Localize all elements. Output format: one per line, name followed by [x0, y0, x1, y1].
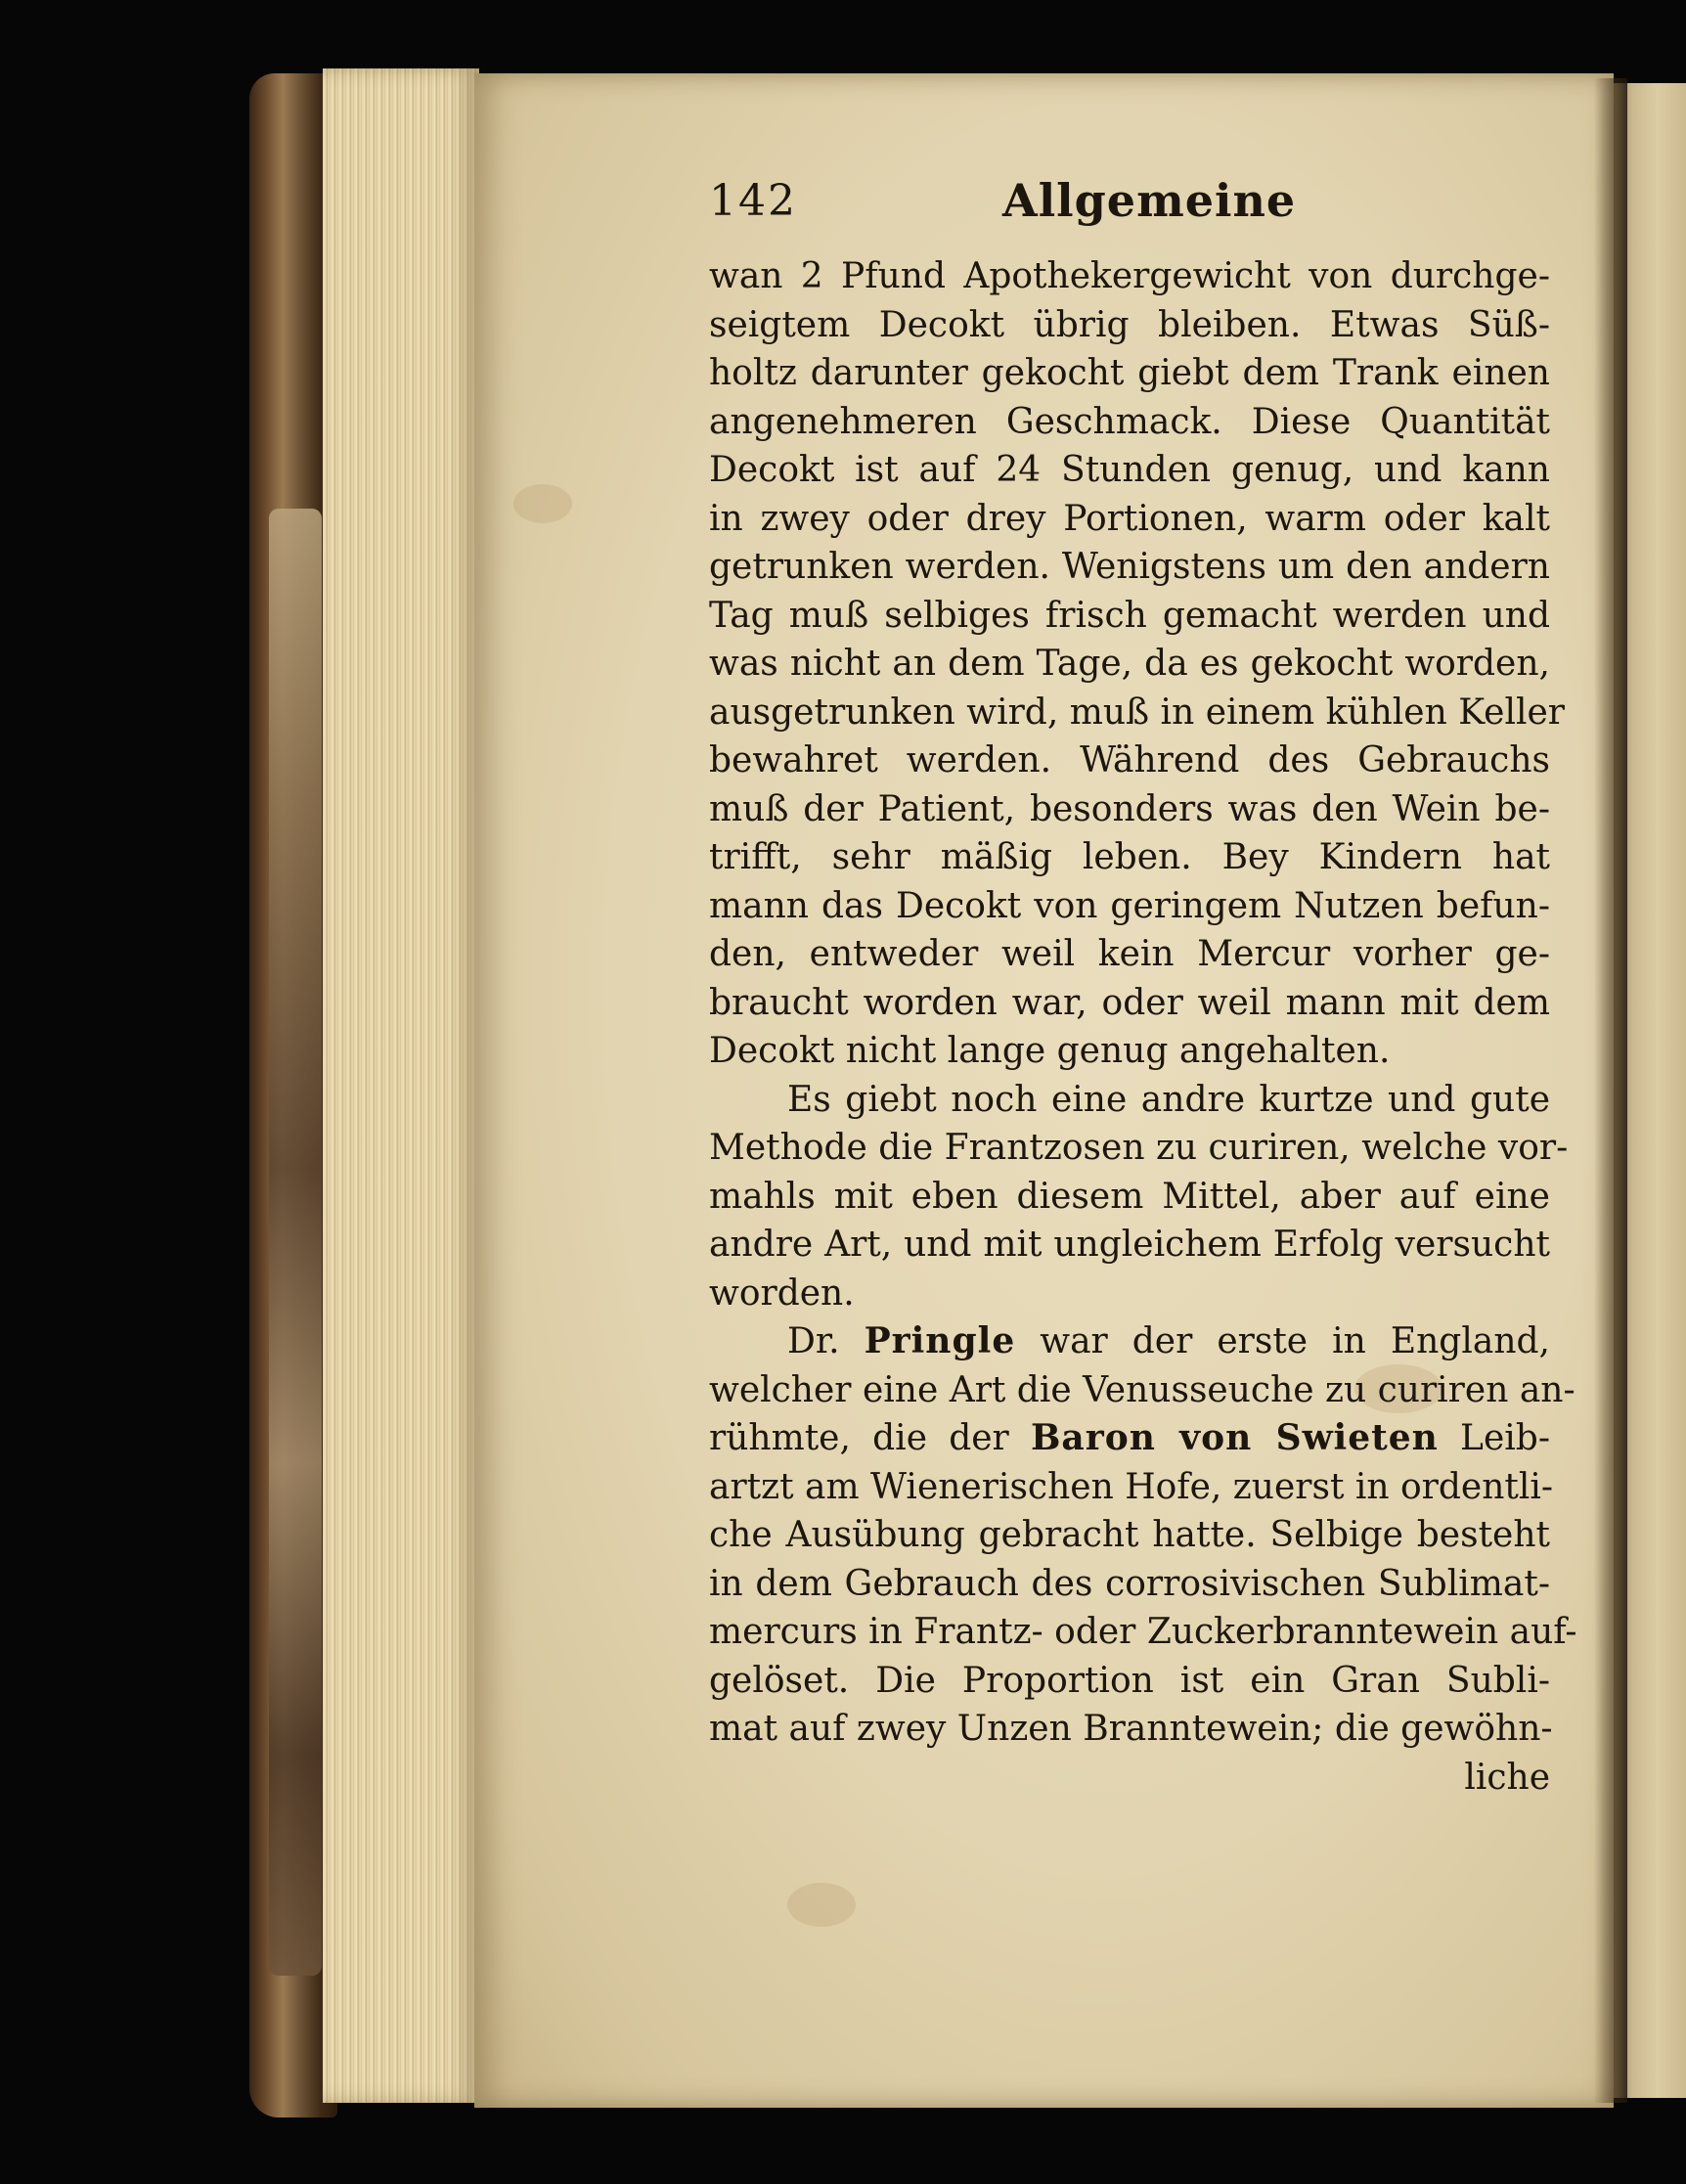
emphasized-name: Pringle [864, 1320, 1016, 1361]
text-run: Leib- [1438, 1418, 1550, 1458]
text-line: was nicht an dem Tage, da es gekocht worden, [709, 644, 1550, 684]
text-line [709, 1414, 1550, 1463]
catchword: liche [1464, 1757, 1550, 1798]
text-line: getrunken werden. Wenigstens um den andern [709, 547, 1550, 587]
text-line: mahls mit eben diesem Mittel, aber auf eine [709, 1176, 1550, 1217]
text-line: gelöset. Die Proportion ist ein Gran Subli- [709, 1660, 1550, 1701]
text-run: Dr. [787, 1321, 865, 1361]
text-line: angenehmeren Geschmack. Diese Quantität [709, 401, 1550, 442]
text-line: Tag muß selbiges frisch gemacht werden und [709, 595, 1550, 636]
foxing-spot [513, 484, 572, 523]
text-line: mercurs in Frantz- oder Zuckerbranntewein auf- [709, 1612, 1577, 1652]
text-line: Methode die Frantzosen zu curiren, welche vor- [709, 1128, 1569, 1168]
text-line: welcher eine Art die Venusseuche zu curiren an- [709, 1369, 1575, 1410]
text-line: muß der Patient, besonders was den Wein be- [709, 788, 1550, 829]
text-line: Es giebt noch eine andre kurtze und gute [787, 1079, 1550, 1120]
text-line: artzt am Wienerischen Hofe, zuerst in ordentli- [709, 1466, 1554, 1507]
text-line: in dem Gebrauch des corrosivischen Sublimat- [709, 1563, 1550, 1604]
running-head: Allgemeine [1002, 174, 1297, 227]
text-line: Decokt nicht lange genug angehalten. [709, 1031, 1391, 1071]
text-line: che Ausübung gebracht hatte. Selbige besteht [709, 1515, 1550, 1555]
text-line: andre Art, und mit ungleichem Erfolg versucht [709, 1225, 1550, 1265]
text-line: holtz darunter gekocht giebt dem Trank einen [709, 353, 1550, 393]
foxing-spot [787, 1883, 856, 1927]
emphasized-name: Baron von Swieten [1030, 1417, 1439, 1458]
text-line: in zwey oder drey Portionen, warm oder kalt [709, 498, 1550, 539]
page-block-edges [323, 68, 479, 2103]
text-line: bewahret werden. Während des Gebrauchs [709, 740, 1550, 780]
page-number: 142 [709, 176, 797, 226]
text-line: ausgetrunken wird, muß in einem kühlen Keller [709, 691, 1565, 733]
text-line: wan 2 Pfund Apothekergewicht von durchge- [709, 256, 1550, 296]
text-run: war der erste in England, [1015, 1321, 1550, 1361]
text-line: mann das Decokt von geringem Nutzen befun- [709, 885, 1550, 926]
text-line: braucht worden war, oder weil mann mit dem [709, 982, 1550, 1023]
text-line: Decokt ist auf 24 Stunden genug, und kann [709, 450, 1550, 490]
gutter-shadow [1594, 78, 1627, 2103]
text-line: worden. [709, 1272, 855, 1314]
page-header [709, 176, 1550, 245]
body-text [709, 252, 1577, 1802]
text-line: seigtem Decokt übrig bleiben. Etwas Süß- [709, 304, 1550, 345]
text-line: mat auf zwey Unzen Branntewein; die gewöhn- [709, 1709, 1553, 1749]
text-line: trifft, sehr mäßig leben. Bey Kindern hat [709, 837, 1550, 877]
binding-wear [269, 509, 322, 1976]
text-run: rühmte, die der [709, 1418, 1031, 1458]
text-line [709, 1317, 1550, 1366]
text-line: den, entweder weil kein Mercur vorher ge- [709, 934, 1550, 974]
page-text [709, 174, 1577, 1802]
